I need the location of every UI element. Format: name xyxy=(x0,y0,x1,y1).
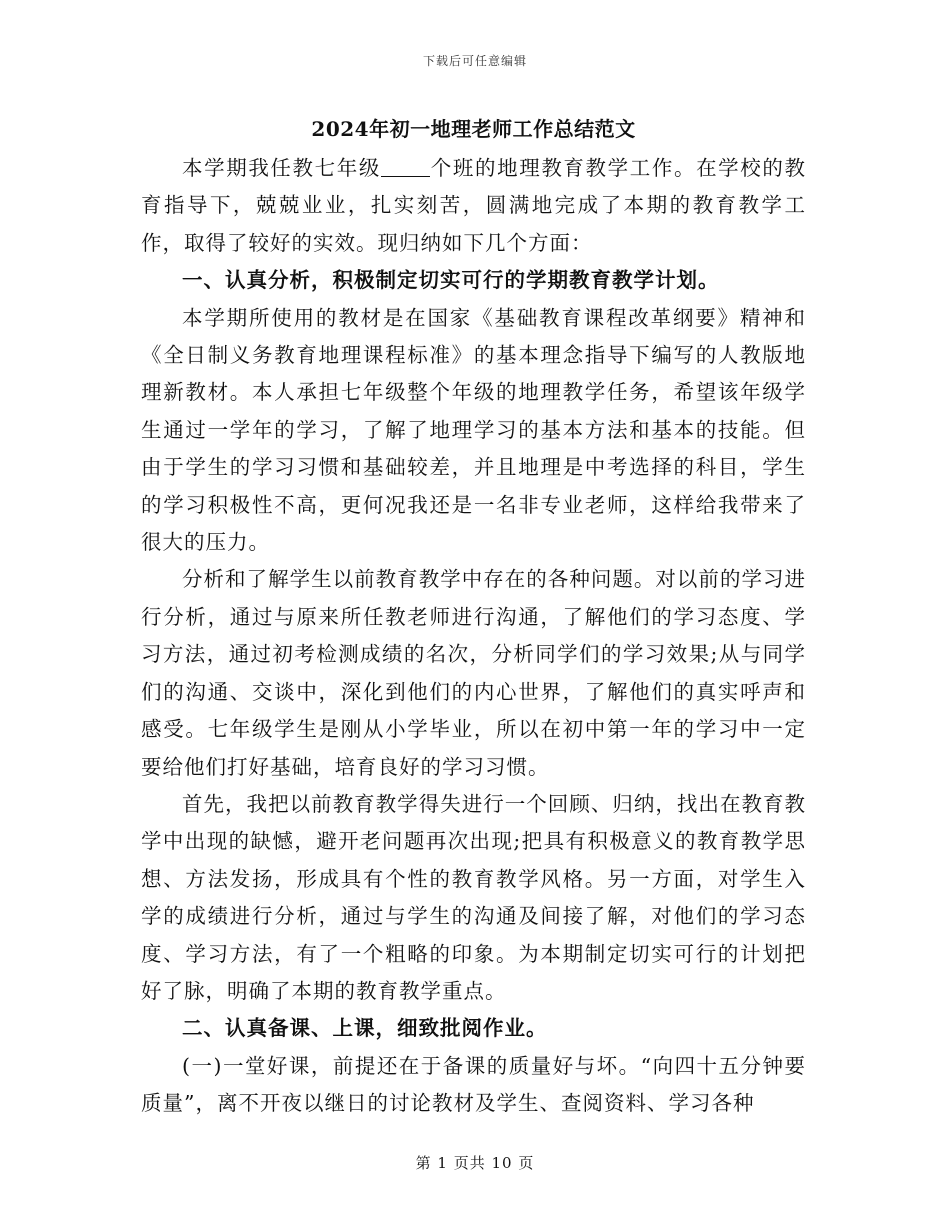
intro-paragraph xyxy=(141,150,806,262)
intro-text-start: 本学期我任教七年级 xyxy=(182,156,381,180)
fill-in-blank xyxy=(381,156,430,178)
document-body xyxy=(141,112,806,1123)
section-heading-2: 二、认真备课、上课，细致批阅作业。 xyxy=(182,1016,548,1041)
paragraph-2: 分析和了解学生以前教育教学中存在的各种问题。对以前的学习进行分析，通过与原来所任教老师进行沟通，了解他们的学习态度、学习方法，通过初考检测成绩的名次，分析同学们的学习效果;从与同学们的沟通、交谈中，深化到他们的内心世界，了解他们的真实呼声和感受。七年级学生是刚从小学毕业，所以在初中第一年的学习中一定要给他们打好基础，培育良好的学习习惯。 xyxy=(141,567,806,779)
paragraph-4: (一)一堂好课，前提还在于备课的质量好与坏。“向四十五分钟要质量”，离不开夜以继日的讨论教材及学生、查阅资料、学习各种 xyxy=(141,1053,806,1116)
document-title: 2024年初一地理老师工作总结范文 xyxy=(311,117,636,141)
section-heading-1: 一、认真分析，积极制定切实可行的学期教育教学计划。 xyxy=(182,268,720,293)
intro-text-end: 个班的地理教育教学工作。在学校的教育指导下，兢兢业业，扎实刻苦，圆满地完成了本期的教育教学工作，取得了较好的实效。现归纳如下几个方面： xyxy=(141,156,807,255)
page-footer: 第 1 页共 10 页 xyxy=(415,1154,535,1172)
paragraph-3: 首先，我把以前教育教学得失进行一个回顾、归纳，找出在教育教学中出现的缺憾，避开老问题再次出现;把具有积极意义的教育教学思想、方法发扬，形成具有个性的教育教学风格。另一方面，对学生入学的成绩进行分析，通过与学生的沟通及间接了解，对他们的学习态度、学习方法，有了一个粗略的印象。为本期制定切实可行的计划把好了脉，明确了本期的教育教学重点。 xyxy=(141,791,806,1003)
header-note: 下载后可任意编辑 xyxy=(422,54,527,68)
paragraph-1: 本学期所使用的教材是在国家《基础教育课程改革纲要》精神和《全日制义务教育地理课程标准》的基本理念指导下编写的人教版地理新教材。本人承担七年级整个年级的地理教学任务，希望该年级学生通过一学年的学习，了解了地理学习的基本方法和基本的技能。但由于学生的学习习惯和基础较差，并且地理是中考选择的科目，学生的学习积极性不高，更何况我还是一名非专业老师，这样给我带来了很大的压力。 xyxy=(141,305,806,555)
